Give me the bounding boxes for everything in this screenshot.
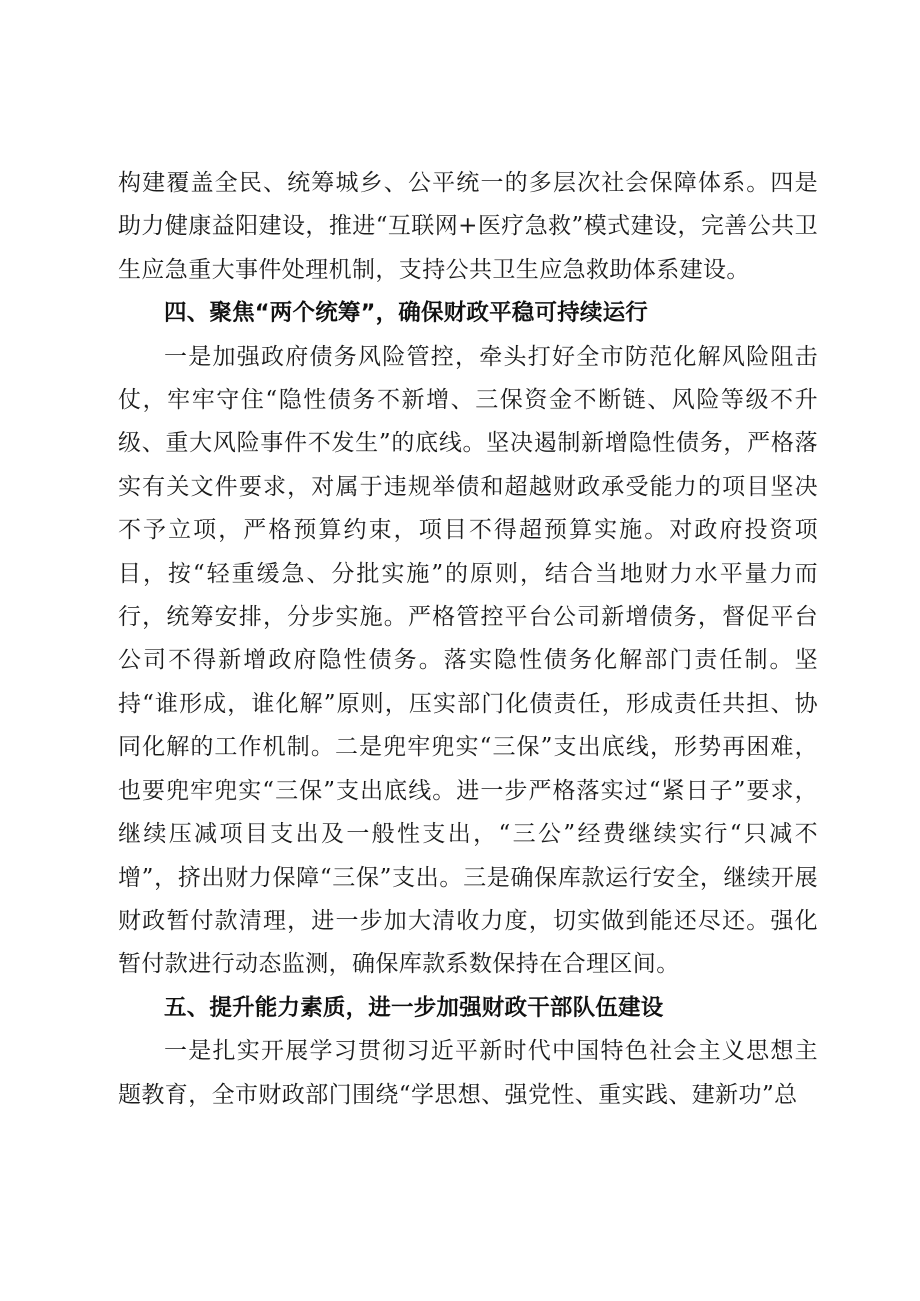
body-paragraph-education: 一是扎实开展学习贯彻习近平新时代中国特色社会主义思想主题教育，全市财政部门围绕“学思想、强党性、重实践、建新功”总 — [118, 1038, 818, 1108]
body-paragraph-continued: 构建覆盖全民、统筹城乡、公平统一的多层次社会保障体系。四是助力健康益阳建设，推进“互联网+医疗急救”模式建设，完善公共卫生应急重大事件处理机制，支持公共卫生应急救助体系建设。 — [118, 170, 818, 283]
section-heading-4: 四、聚焦“两个统筹”，确保财政平稳可持续运行 — [164, 300, 648, 327]
section-heading-5: 五、提升能力素质，进一步加强财政干部队伍建设 — [164, 994, 664, 1021]
body-paragraph-debt-risk: 一是加强政府债务风险管控，牵头打好全市防范化解风险阻击仗，牢牢守住“隐性债务不新增、三保资金不断链、风险等级不升级、重大风险事件不发生”的底线。坚决遏制新增隐性债务，严格落实有关文件要求，对属于违规举债和超越财政承受能力的项目坚决不予立项，严格预算约束，项目不得超预算实施。对政府投资项目，按“轻重缓急、分批实施”的原则，结合当地财力水平量力而行，统筹安排，分步实施。严格管控平台公司新增债务，督促平台公司不得新增政府隐性债务。落实隐性债务化解部门责任制。坚持“谁形成，谁化解”原则，压实部门化债责任，形成责任共担、协同化解的工作机制。二是兜牢兜实“三保”支出底线，形势再困难，也要兜牢兜实“三保”支出底线。进一步严格落实过“紧日子”要求，继续压减项目支出及一般性支出，“三公”经费继续实行“只减不增”，挤出财力保障“三保”支出。三是确保库款运行安全，继续开展财政暂付款清理，进一步加大清收力度，切实做到能还尽还。强化暂付款进行动态监测，确保库款系数保持在合理区间。 — [118, 343, 818, 978]
document-body — [118, 162, 818, 1117]
